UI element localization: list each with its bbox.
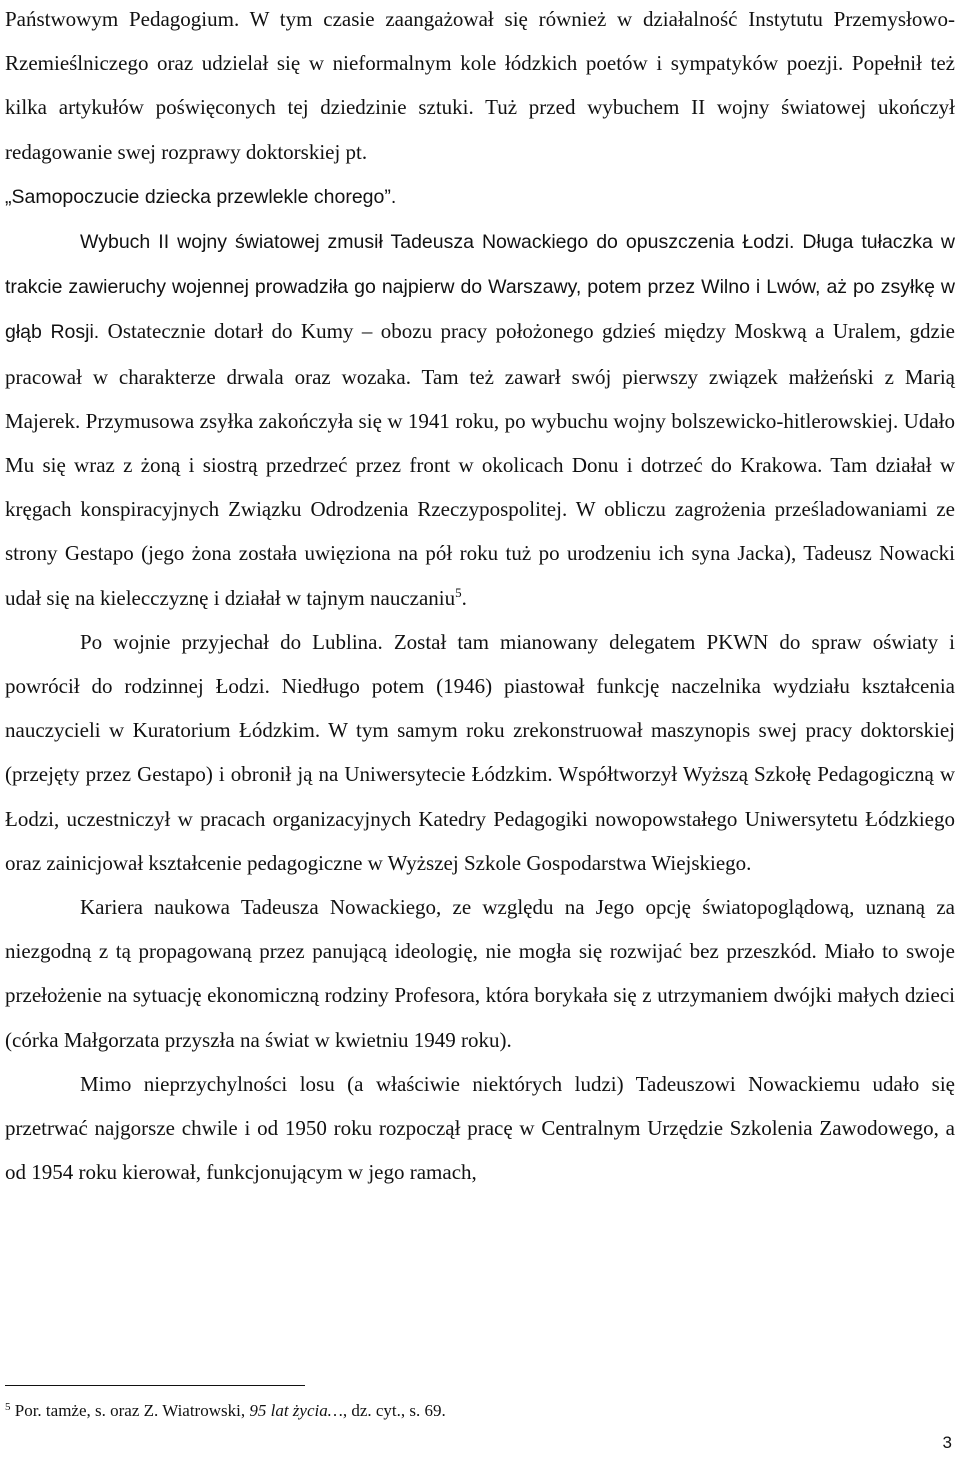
paragraph-2-text: Ostatecznie dotarł do Kumy – obozu pracy położonego gdzieś między Moskwą a Uralem, gdzie pracował w charakterze drwala oraz wozaka. Tam też zawarł swój pierwszy związek małżeński z Marią Majerek. Przymusowa zsyłka zakończyła się w 1941 roku, po wybuchu wojny bolszewicko-hitlerowskiej. Udało Mu się wraz z żoną i siostrą przedrzeć przez front w okolicach Donu i dotrzeć do Krakowa. Tam działał w kręgach konspiracyjnych Związku Odrodzenia Rzeczypospolitej. W obliczu zagrożenia prześladowaniami ze strony Gestapo (jego żona została uwięziona na pół roku tuż po urodzeniu ich syna Jacka), Tadeusz Nowacki udał się na kielecczyznę i działał w tajnym nauczaniu [5,319,955,610]
paragraph-1-text: Państwowym Pedagogium. W tym czasie zaangażował się również w działalność Instytutu Przemysłowo-Rzemieślniczego oraz udzielał się w nieformalnym kole łódzkich poetów i sympatyków poezji. Popełnił też kilka artykułów poświęconych tej dziedzinie sztuki. Tuż przed wybuchem II wojny światowej ukończył redagowanie swej rozprawy doktorskiej pt. [5,7,955,164]
paragraph-2 [5,219,955,620]
paragraph-2-text-sans: Wybuch II wojny światowej zmusił Tadeusza Nowackiego do opuszczenia Łodzi. Długa tułaczka w trakcie zawieruchy wojennej prowadziła go najpierw do Warszawy, potem przez Wilno i Lwów, aż po zsyłkę w głąb Rosji. [5,231,955,344]
footnote-text-start: Por. tamże, s. oraz Z. Wiatrowski, [10,1401,250,1420]
body-text [5,0,955,1194]
paragraph-2-end: . [461,585,467,610]
paragraph-5: Mimo nieprzychylności losu (a właściwie niektórych ludzi) Tadeuszowi Nowackiemu udało się przetrwać najgorsze chwile i od 1950 roku rozpoczął pracę w Centralnym Urzędzie Szkolenia Zawodowego, a od 1954 roku kierował, funkcjonującym w jego ramach, [5,1071,955,1185]
paragraph-1 [5,0,955,219]
footnote-title: 95 lat życia… [249,1401,343,1420]
page-number: 3 [942,1433,952,1452]
paragraph-3: Po wojnie przyjechał do Lublina. Został tam mianowany delegatem PKWN do spraw oświaty i powrócił do rodzinnej Łodzi. Niedługo potem (1946) piastował funkcję naczelnika wydziału kształcenia nauczycieli w Kuratorium Łódzkim. W tym samym roku zrekonstruował maszynopis swej pracy doktorskiej (przejęty przez Gestapo) i obronił ją na Uniwersytecie Łódzkim. Współtworzył Wyższą Szkołę Pedagogiczną w Łodzi, uczestniczył w pracach organizacyjnych Katedry Pedagogiki nowopowstałego Uniwersytetu Łódzkiego oraz zainicjował kształcenie pedagogiczne w Wyższej Szkole Gospodarstwa Wiejskiego. [5,629,955,875]
footnote-number: 5 [5,1401,11,1413]
paragraph-4: Kariera naukowa Tadeusza Nowackiego, ze względu na Jego opcję światopoglądową, uznaną za niezgodną z tą propagowaną przez panującą ideologię, nie mogła się rozwijać bez przeszkód. Miało to swoje przełożenie na sytuację ekonomiczną rodziny Profesora, która borykała się z utrzymaniem dwójki małych dzieci (córka Małgorzata przyszła na świat w kwietniu 1949 roku). [5,895,955,1052]
footnote [5,1400,905,1422]
footnote-separator [5,1385,305,1386]
footnote-text-end: , dz. cyt., s. 69. [342,1401,446,1420]
footnote-reference: 5 [455,584,462,600]
dissertation-title: „Samopoczucie dziecka przewlekle chorego”. [5,185,397,208]
